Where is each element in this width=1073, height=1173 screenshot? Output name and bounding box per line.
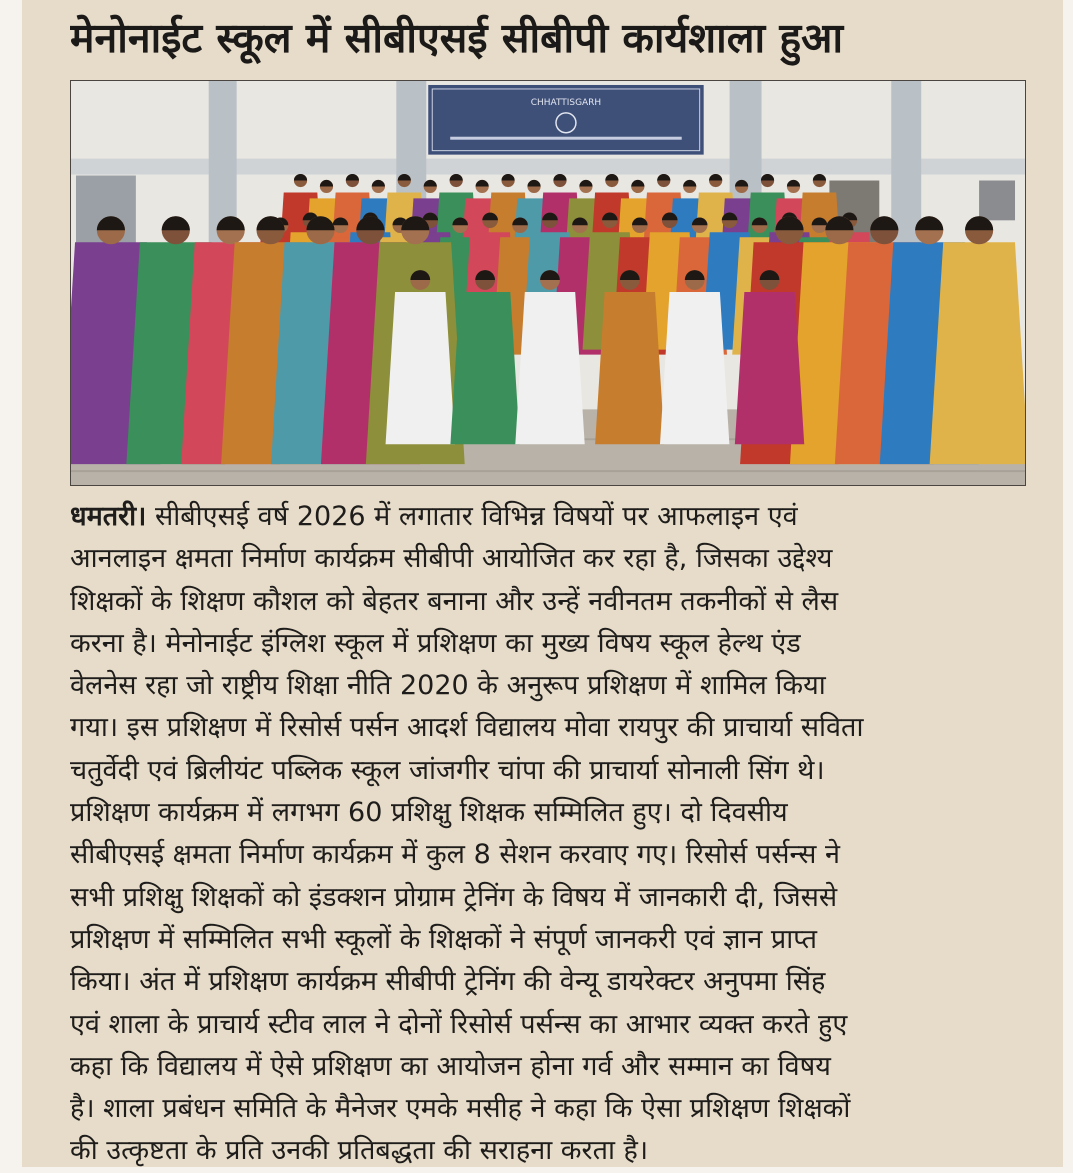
group-photo [70, 80, 1026, 486]
group-photo-illustration [71, 81, 1025, 485]
person-figure [595, 270, 664, 444]
article-line: गया। इस प्रशिक्षण में रिसोर्स पर्सन आदर्श विद्यालय मोवा रायपुर की प्राचार्या सविता [70, 712, 864, 744]
article-line: चतुर्वेदी एवं ब्रिलीयंट पब्लिक स्कूल जांजगीर चांपा की प्राचार्या सोनाली सिंग थे। [70, 754, 825, 786]
person-figure [660, 270, 729, 444]
article-line: धमतरी। सीबीएसई वर्ष 2026 में लगातार विभिन्न विषयों पर आफलाइन एवं [70, 501, 798, 532]
article-line: सीबीएसई क्षमता निर्माण कार्यक्रम में कुल 8 सेशन करवाए गए। रिसोर्स पर्सन्स ने [70, 839, 840, 871]
article-line: की उत्कृष्टता के प्रति उनकी प्रतिबद्धता की सराहना करता है। [70, 1135, 649, 1167]
article-line: एवं शाला के प्राचार्य स्टीव लाल ने दोनों रिसोर्स पर्सन्स का आभार व्यक्त करते हुए [70, 1008, 848, 1040]
school-banner-text: CHHATTISGARH [530, 97, 602, 108]
dateline: धमतरी। [70, 501, 147, 532]
school-banner [428, 85, 703, 155]
article-line: करना है। मेनोनाईट इंग्लिश स्कूल में प्रशिक्षण का मुख्य विषय स्कूल हेल्थ एंड [70, 627, 801, 659]
article-line: किया। अंत में प्रशिक्षण कार्यक्रम सीबीपी ट्रेनिंग की वेन्यू डायरेक्टर अनुपमा सिंह [70, 966, 826, 998]
person-figure [386, 270, 455, 444]
person-figure [515, 270, 584, 444]
article-line: सभी प्रशिक्षु शिक्षकों को इंडक्शन प्रोग्राम ट्रेनिंग के विषय में जानकारी दी, जिससे [70, 881, 838, 913]
article-line: प्रशिक्षण कार्यक्रम में लगभग 60 प्रशिक्षु शिक्षक सम्मिलित हुए। दो दिवसीय [70, 797, 788, 829]
article-line: कहा कि विद्यालय में ऐसे प्रशिक्षण का आयोजन होना गर्व और सम्मान का विषय [70, 1050, 831, 1082]
article-line: आनलाइन क्षमता निर्माण कार्यक्रम सीबीपी आयोजित कर रहा है, जिसका उद्देश्य [70, 543, 833, 575]
article-line: प्रशिक्षण में सम्मिलित सभी स्कूलों के शिक्षकों ने संपूर्ण जानकरी एवं ज्ञान प्राप्त [70, 923, 817, 955]
person-figure [450, 270, 519, 444]
article-body [70, 496, 1030, 1173]
headline: मेनोनाईट स्कूल में सीबीएसई सीबीपी कार्यशाला हुआ [70, 14, 844, 62]
article-line: वेलनेस रहा जो राष्ट्रीय शिक्षा नीति 2020 के अनुरूप प्रशिक्षण में शामिल किया [70, 670, 826, 702]
person-figure [930, 216, 1025, 464]
article-line: शिक्षकों के शिक्षण कौशल को बेहतर बनाना और उन्हें नवीनतम तकनीकों से लैस [70, 585, 839, 617]
newspaper-clipping [22, 0, 1063, 1167]
article-line: है। शाला प्रबंधन समिति के मैनेजर एमके मसीह ने कहा कि ऐसा प्रशिक्षण शिक्षकों [70, 1093, 851, 1125]
person-figure [735, 270, 804, 444]
